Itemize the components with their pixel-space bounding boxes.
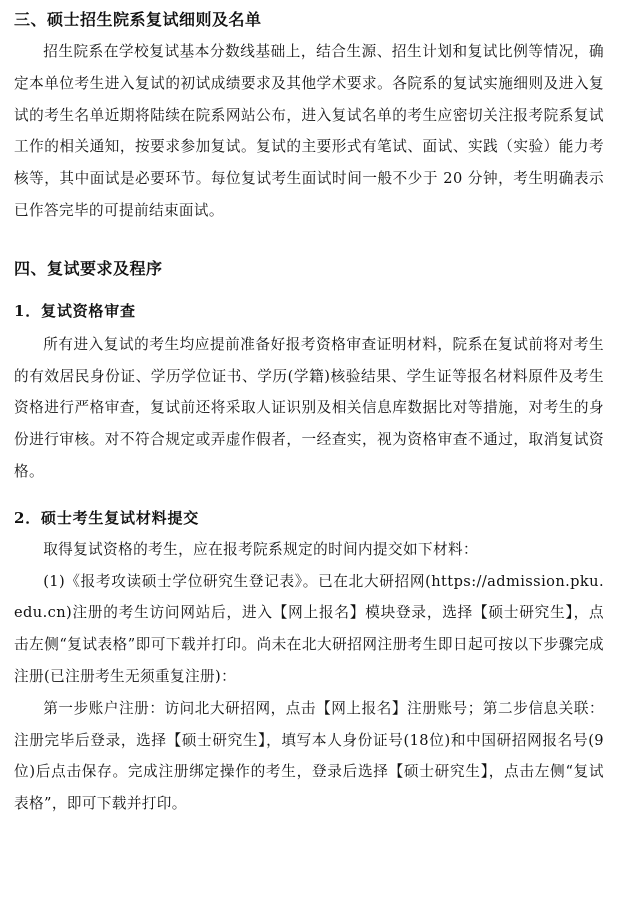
section-3-paragraph: 招生院系在学校复试基本分数线基础上，结合生源、招生计划和复试比例等情况，确定本单位考生进入复试的初试成绩要求及其他学术要求。各院系的复试实施细则及进入复试的考生名单近期将陆续在院系网站公布，进入复试名单的考生应密切关注报考院系复试工作的相关通知，按要求参加复试。复试的主要形式有笔试、面试、实践（实验）能力考核等，其中面试是必要环节。每位复试考生面试时间一般不少于 20 分钟，考生明确表示已作答完毕的可提前结束面试。 <box>14 43 604 219</box>
subsection-2-intro: 取得复试资格的考生，应在报考院系规定的时间内提交如下材料： <box>43 540 479 558</box>
subsection-1-paragraph: 所有进入复试的考生均应提前准备好报考资格审查证明材料，院系在复试前将对考生的有效居民身份证、学历学位证书、学历(学籍)核验结果、学生证等报名材料原件及考生资格进行严格审查，复试前还将采取人证识别及相关信息库数据比对等措施，对考生的身份进行审核。对不符合规定或弄虚作假者，一经查实，视为资格审查不通过，取消复试资格。 <box>14 335 604 480</box>
subsection-1-heading: 1．复试资格审查 <box>14 301 136 320</box>
document-page <box>0 8 618 919</box>
section-4-heading: 四、复试要求及程序 <box>14 258 163 278</box>
registration-form-item: (1)《报考攻读硕士学位研究生登记表》。已在北大研招网(https://admission.pku.edu.cn)注册的考生访问网站后，进入【网上报名】模块登录，选择【硕士研究生】，点击左侧“复试表格”即可下载并打印。尚未在北大研招网注册考生即日起可按以下步骤完成注册(已注册考生无须重复注册)： <box>14 572 604 685</box>
section-3-heading: 三、硕士招生院系复试细则及名单 <box>14 10 262 29</box>
registration-steps-paragraph: 第一步账户注册：访问北大研招网，点击【网上报名】注册账号；第二步信息关联：注册完毕后登录，选择【硕士研究生】，填写本人身份证号(18位)和中国研招网报名号(9位)后点击保存。完成注册绑定操作的考生，登录后选择【硕士研究生】，点击左侧“复试表格”，即可下载并打印。 <box>14 699 604 813</box>
subsection-2-heading: 2．硕士考生复试材料提交 <box>14 508 200 527</box>
